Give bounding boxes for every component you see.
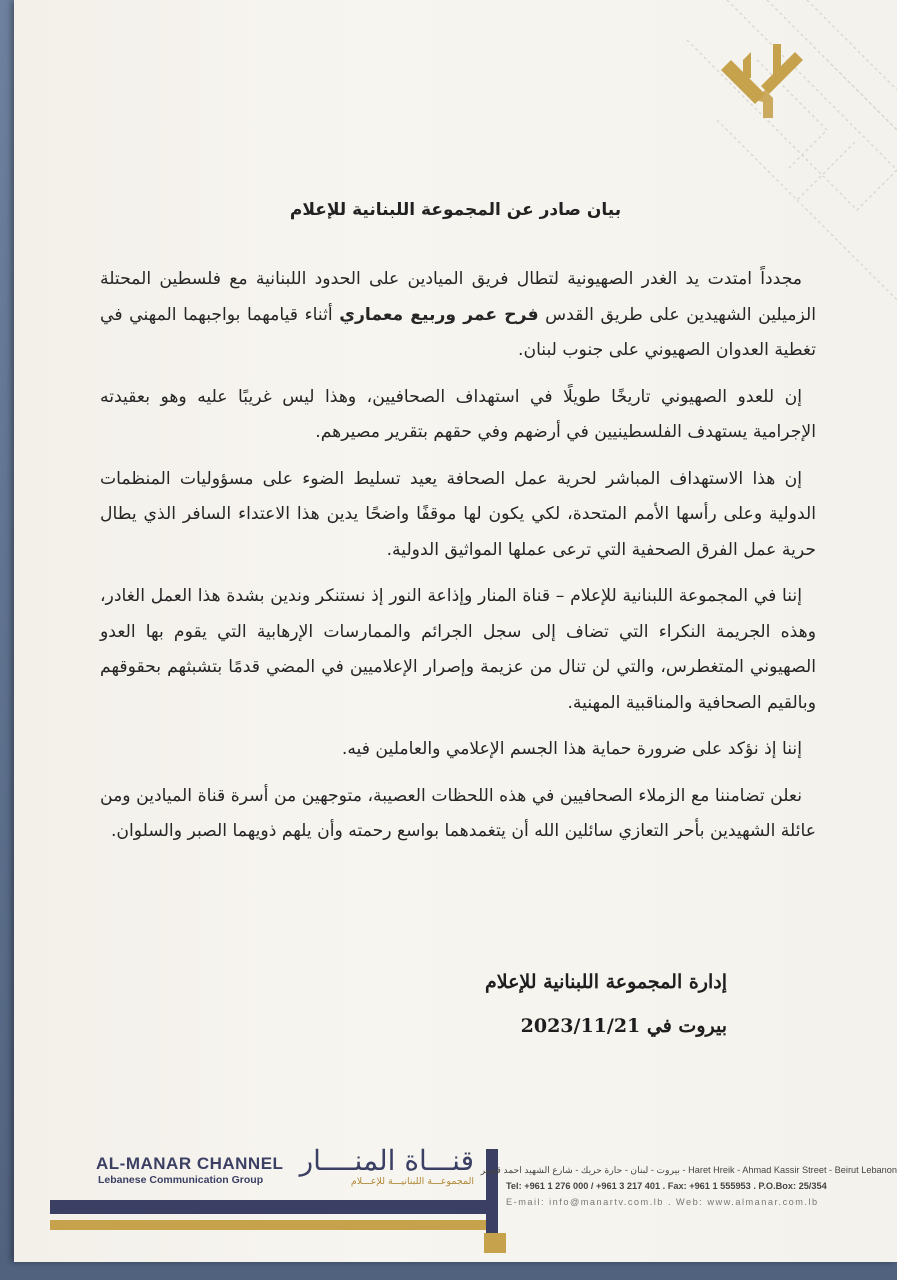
statement-body [100, 262, 816, 861]
paragraph-5: إننا إذ نؤكد على ضرورة حماية هذا الجسم الإعلامي والعاملين فيه. [341, 739, 802, 759]
paragraph-3: إن هذا الاستهداف المباشر لحرية عمل الصحافة يعيد تسليط الضوء على مسؤوليات المنظمات الدولية وعلى رأسها الأمم المتحدة، لكي يكون لها موقفًا واضحًا يدين هذا الاعتداء السافر الذي يطال حرية عمل الفرق الصحفية التي ترعى عملها المواثيق الدولية. [100, 468, 816, 560]
paragraph-2: إن للعدو الصهيوني تاريخًا طويلًا في استهداف الصحافيين، وهذا ليس غريبًا عليه وهو بعقيدته الإجرامية يستهدف الفلسطينيين في أرضهم وفي حقهم بتقرير مصيرهم. [100, 386, 816, 442]
footer-address: Haret Hreik - Ahmad Kassir Street - Beirut Lebanon - بيروت - لبنان - حارة حريك - شارع الشهيد احمد قصير [480, 1165, 897, 1175]
brand-name-ar: قنـــاة المنــــار [299, 1144, 474, 1177]
martyrs-names: فرح عمر وربيع معماري [339, 304, 539, 325]
footer-phones: Tel: +961 1 276 000 / +961 3 217 401 . Fax: +961 1 555953 . P.O.Box: 25/354 [506, 1181, 827, 1191]
almanar-logo [717, 38, 807, 118]
paragraph-6: نعلن تضامننا مع الزملاء الصحافيين في هذه اللحظات العصيبة، متوجهين من أسرة قناة الميادين ومن عائلة الشهيدين بأحر التعازي سائلين الله أن يتغمدهما بواسع رحمته وأن يلهم ذويهما الصبر والسلوان. [100, 785, 816, 841]
date-line: بيروت في 2023/11/21 [520, 1015, 727, 1037]
signature-block [14, 960, 727, 1048]
brand-subtitle-en: Lebanese Communication Group [98, 1174, 264, 1186]
footer-email-web: E-mail: info@manartv.com.lb . Web: www.almanar.com.lb [506, 1197, 819, 1207]
brand-subtitle-ar: المجموعـــة اللبنانيـــة للإعـــلام [350, 1176, 474, 1187]
footer-contact [480, 1162, 897, 1210]
paragraph-4: إننا في المجموعة اللبنانية للإعلام – قناة المنار وإذاعة النور إذ نستنكر وندين بشدة هذا العمل الغادر، وهذه الجريمة النكراء التي تضاف إلى سجل الجرائم والممارسات الإرهابية التي يقوم بها العدو الصهيوني المتغطرس، والتي لن تنال من عزيمة وإصرار الإعلاميين في المضي قدمًا بتشبثهم بحقوقهم وبالقيم الصحافية والمناقبية المهنية. [100, 586, 816, 713]
letter-page [14, 0, 897, 1262]
footer-color-band [50, 1186, 520, 1256]
brand-name-en: AL-MANAR CHANNEL [96, 1154, 284, 1173]
statement-title: بيان صادر عن المجموعة اللبنانية للإعلام [289, 200, 622, 220]
signature-line: إدارة المجموعة اللبنانية للإعلام [484, 971, 727, 993]
paragraph-1: مجدداً امتدت يد الغدر الصهيونية لتطال فريق الميادين على الحدود اللبنانية مع فلسطين المحتلة الزميلين الشهيدين على طريق القدس فرح عمر وربيع معماري أثناء قيامهما بواجبهما المهني في تغطية العدوان الصهيوني على جنوب لبنان. [100, 269, 816, 360]
